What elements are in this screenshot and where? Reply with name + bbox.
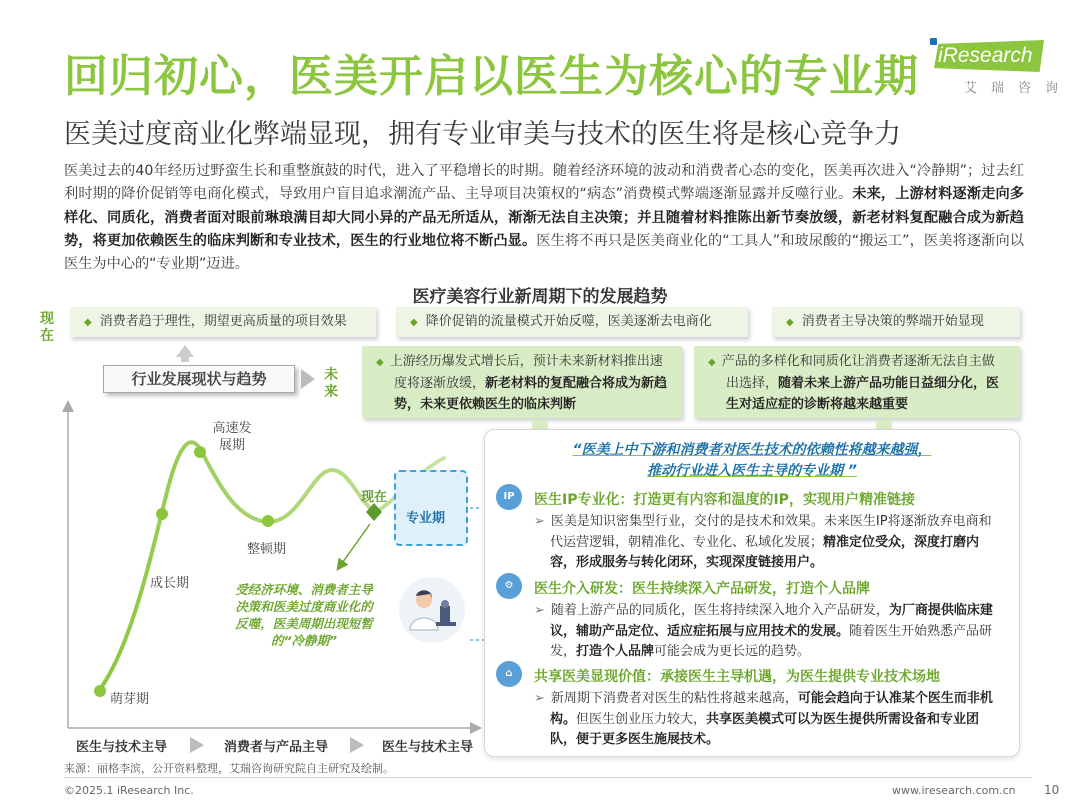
future-box-2-text-3-bold: 生对适应症的诊断将越来越重要 bbox=[726, 397, 909, 412]
diamond-icon: ◆ bbox=[410, 317, 418, 328]
diamond-icon: ◆ bbox=[708, 357, 716, 368]
section-2-body-text-2: 随着医生开始熟悉产品研发， bbox=[550, 623, 993, 659]
phase-label-1: 医生与技术主导 bbox=[76, 740, 168, 755]
chevron-right-icon: ➢ bbox=[534, 514, 545, 529]
future-box-2-text-2: 出选择， bbox=[726, 376, 779, 391]
chevron-right-icon: ➢ bbox=[534, 691, 545, 706]
y-axis-arrow bbox=[62, 400, 74, 412]
gear-icon: ⚙ bbox=[496, 573, 522, 599]
now-box-2-text: 降价促销的流量模式开始反噬，医美逐渐去电商化 bbox=[425, 314, 712, 329]
phase-label-3: 医生与技术主导 bbox=[382, 740, 474, 755]
diamond-icon: ◆ bbox=[84, 317, 92, 328]
now-box-1-text: 消费者趋于理性，期望更高质量的项目效果 bbox=[99, 314, 347, 329]
section-3-body-text-1: 新周期下消费者对医生的粘性将越来越高， bbox=[550, 691, 798, 706]
stage-dot-growth bbox=[156, 508, 168, 520]
diamond-icon: ◆ bbox=[376, 357, 384, 368]
now-label: 现在 bbox=[40, 311, 54, 344]
section-3-title: 共享医美显现价值：承接医生主导机遇，为医生提供专业技术场地 bbox=[534, 669, 940, 685]
professional-period-label: 专业期 bbox=[406, 511, 446, 526]
lifecycle-curve bbox=[98, 442, 444, 692]
stage-label-trough: 整顿期 bbox=[247, 542, 287, 557]
now-box-3-text: 消费者主导决策的弊端开始显现 bbox=[801, 314, 984, 329]
stage-dot-bud bbox=[94, 685, 106, 697]
intro-part-3: 医生将不再只是医美商业化的“工具人”和玻尿酸的“搬运工”，医美将逐渐向以医生为中心的“专业期”迈进。 bbox=[64, 232, 1024, 273]
section-2-body-text-1: 随着上游产品的同质化，医生将持续深入地介入产品研发， bbox=[550, 603, 889, 618]
diagram-title: 医疗美容行业新周期下的发展趋势 bbox=[412, 287, 668, 307]
section-3-body-text-2: 但医生创业压力较大， bbox=[576, 711, 707, 727]
section-3-body bbox=[534, 689, 996, 751]
intro-part-1: 医美过去的40年经历过野蛮生长和重整旗鼓的时代，进入了平稳增长的时期。随着经济环境的波动和消费者心态的变化，医美再次进入“冷静期”；过去红利时期的降价促销等电商化模式，导致用户盲目追求潮流产品、主导项目决策权的“病态”消费模式弊端逐渐显露并反噬行业。 bbox=[64, 163, 1024, 203]
section-3-body-bold-2: 共享医美模式可以为医生提供所需设备和专业团队，便于更多医生施展技术。 bbox=[550, 711, 980, 747]
section-2-body bbox=[534, 601, 996, 663]
intro-part-2-bold: 未来，上游材料逐渐走向多样化、同质化，消费者面对眼前琳琅满目却大同小异的产品无所适从，渐渐无法自主决策；并且随着材料推陈出新节奏放缓，新老材料复配融合成为新趋势，将更加依赖医生的临床判断和专业技术，医生的行业地位将不断凸显。 bbox=[64, 186, 1024, 249]
status-trend-box: 行业发展现状与趋势 bbox=[103, 365, 295, 393]
future-box-1-text-2-bold: 新老材料的复配融合将成为新趋 bbox=[485, 376, 668, 391]
logo-cn-text: 艾瑞咨询 bbox=[964, 81, 1073, 96]
section-1-body-bold: 精准定位受众，深度打磨内容，形成服务与转化闭环，实现深度链接用户。 bbox=[550, 534, 980, 570]
panel-quote-line-1: “医美上中下游和消费者对医生技术的依赖性将越来越强， bbox=[572, 442, 932, 458]
phase-label-2: 消费者与产品主导 bbox=[224, 740, 329, 755]
logo-text: iResearch bbox=[938, 44, 1033, 67]
footer-divider bbox=[64, 777, 1032, 778]
future-box-2-text-2-bold: 随着未来上游产品功能日益细分化，医 bbox=[778, 376, 1000, 391]
ip-icon: IP bbox=[496, 484, 522, 510]
source-note: 来源：丽格李滨，公开资料整理，艾瑞咨询研究院自主研究及绘制。 bbox=[64, 762, 394, 775]
section-2-body-text-3: 可能会成为更长远的趋势。 bbox=[654, 644, 811, 659]
stage-dot-high bbox=[194, 446, 206, 458]
section-2-body-bold-1: 为厂商提供临床建议，辅助产品定位、适应症拓展与应用技术的发展。 bbox=[550, 603, 993, 639]
future-label: 未来 bbox=[324, 367, 338, 400]
future-box-2-text-1: 产品的多样化和同质化让消费者逐渐无法自主做 bbox=[721, 354, 995, 369]
stage-label-high: 高速发展期 bbox=[212, 421, 252, 453]
panel-quote bbox=[484, 440, 1020, 482]
cold-period-arrow bbox=[340, 524, 370, 566]
future-box-1-text-2: 度将逐渐放缓， bbox=[394, 376, 486, 391]
phase-arrow-icon bbox=[190, 737, 204, 753]
page-subtitle: 医美过度商业化弊端显现，拥有专业审美与技术的医生将是核心竞争力 bbox=[64, 119, 901, 150]
section-1-title: 医生IP专业化：打造更有内容和温度的IP，实现用户精准链接 bbox=[534, 492, 915, 508]
phase-arrow-icon bbox=[350, 737, 364, 753]
page-number: 10 bbox=[1044, 783, 1060, 797]
copyright: ©2025.1 iResearch Inc. bbox=[64, 784, 194, 797]
future-box-1-text-3-bold: 势，未来更依赖医生的临床判断 bbox=[394, 397, 577, 412]
section-2-body-bold-2: 打造个人品牌 bbox=[576, 644, 655, 659]
chevron-right-icon: ➢ bbox=[534, 603, 545, 618]
section-1-body bbox=[534, 512, 996, 574]
panel-quote-line-2: 推动行业进入医生主导的专业期 ” bbox=[647, 463, 857, 479]
future-box-1-text-1: 上游经历爆发式增长后，预计未来新材料推出速 bbox=[389, 354, 663, 369]
stage-dot-trough bbox=[262, 515, 274, 527]
building-icon: ⌂ bbox=[496, 661, 522, 687]
pro-connector bbox=[470, 508, 484, 640]
stage-label-bud: 萌芽期 bbox=[110, 692, 150, 707]
doctor-illustration bbox=[399, 577, 465, 643]
stage-label-growth: 成长期 bbox=[150, 576, 190, 591]
website-link[interactable]: www.iresearch.com.cn bbox=[892, 784, 1016, 797]
page-title: 回归初心，医美开启以医生为核心的专业期 bbox=[64, 51, 919, 102]
now-marker-label: 现在 bbox=[361, 490, 388, 505]
x-axis-arrow bbox=[470, 722, 482, 734]
section-2-title: 医生介入研发：医生持续深入产品研发，打造个人品牌 bbox=[534, 581, 870, 597]
section-3-body-bold-1: 可能会趋向于认准某个医生而非机构。 bbox=[550, 691, 993, 727]
diamond-icon: ◆ bbox=[786, 317, 794, 328]
section-1-body-text: 医美是知识密集型行业，交付的是技术和效果。未来医生IP将逐渐放弃电商和代运营逻辑，朝精准化、专业化、私域化发展； bbox=[550, 514, 992, 550]
cold-period-note: 受经济环境、消费者主导决策和医美过度商业化的反噬，医美周期出现短暂的“冷静期” bbox=[235, 582, 373, 648]
